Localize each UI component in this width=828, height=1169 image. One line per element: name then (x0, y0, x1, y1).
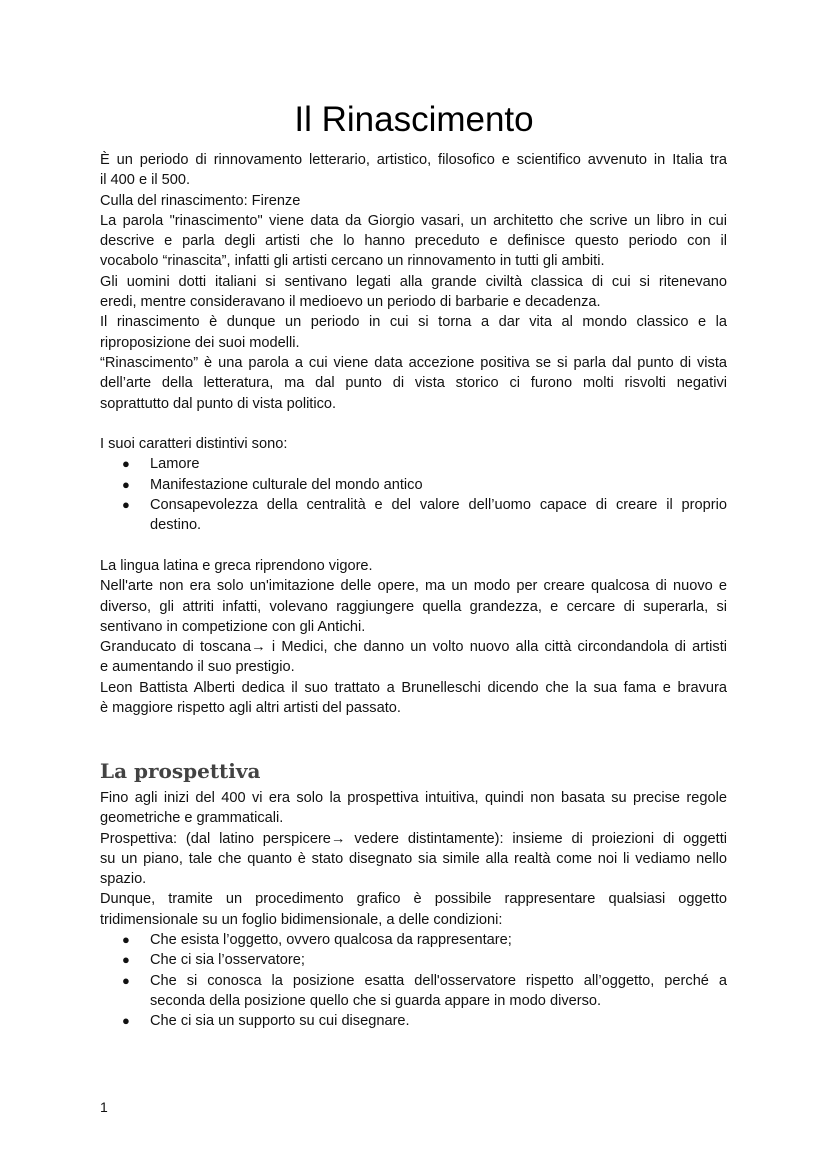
text-line: Che ci sia l’osservatore; (150, 952, 305, 969)
paragraph (100, 272, 727, 313)
text-line: riproposizione dei suoi modelli. (100, 334, 300, 351)
text-line: La lingua latina e greca riprendono vigore. (100, 557, 373, 574)
text-line: Il rinascimento è dunque un periodo in cui si torna a dar vita al mondo classico e la (100, 314, 727, 331)
bullet-icon: ● (122, 972, 130, 988)
text-line: Che si conosca la posizione esatta dell'osservatore rispetto all’oggetto, perché a (150, 972, 727, 989)
paragraph (100, 191, 727, 211)
page-number: 1 (100, 1099, 108, 1115)
paragraph (100, 556, 727, 576)
text-line: Fino agli inizi del 400 vi era solo la prospettiva intuitiva, quindi non basata su precise regole (100, 790, 727, 806)
text-line: destino. (150, 517, 202, 534)
text-line: La parola "rinascimento" viene data da Giorgio vasari, un architetto che scrive un libro in cui (100, 212, 727, 229)
bullet-icon: ● (122, 932, 130, 948)
text-line: Consapevolezza della centralità e del valore dell’uomo capace di creare il proprio (150, 497, 727, 514)
text-line: Che esista l’oggetto, ovvero qualcosa da rappresentare; (150, 932, 512, 949)
text-line: su un piano, tale che quanto è stato disegnato sia simile alla realtà come noi li vediamo nello (100, 850, 727, 867)
text-line: dell’arte della letteratura, ma dal punto di vista storico ci furono molti risvolti negativi (100, 375, 727, 392)
document-title: Il Rinascimento (294, 100, 534, 139)
section-heading: La prospettiva (100, 759, 261, 783)
list-item (100, 1011, 727, 1031)
list-item (100, 495, 727, 536)
text-line: soprattutto dal punto di vista politico. (100, 395, 337, 412)
section-perspective (100, 757, 727, 1032)
text-line: spazio. (100, 871, 147, 888)
list-item (100, 950, 727, 970)
text-line: tridimensionale su un foglio bidimensionale, a delle condizioni: (100, 911, 503, 928)
paragraph (100, 889, 727, 930)
text-line: È un periodo di rinnovamento letterario, artistico, filosofico e scientifico avvenuto in Italia tra (100, 152, 727, 168)
text-line: sentivano in competizione con gli Antichi. (100, 618, 366, 635)
text-line: eredi, mentre consideravano il medioevo un periodo di barbarie e decadenza. (100, 294, 601, 311)
bullet-icon: ● (122, 952, 130, 968)
text-line: vocabolo “rinascita”, infatti gli artisti cercano un rinnovamento in tutti gli ambiti. (100, 253, 605, 270)
paragraph (100, 637, 727, 678)
text-line: è maggiore rispetto agli altri artisti del passato. (100, 700, 401, 717)
paragraph (100, 829, 727, 890)
paragraph (100, 312, 727, 353)
text-line: diverso, gli attriti infatti, volevano raggiungere quella grandezza, e cercare di superarla, si (100, 598, 727, 615)
text-line: il 400 e il 500. (100, 172, 191, 189)
paragraph (100, 150, 727, 191)
text-line: e aumentando il suo prestigio. (100, 659, 295, 676)
list-item (100, 971, 727, 1012)
bullet-icon: ● (122, 1013, 130, 1029)
list-item (100, 930, 727, 950)
paragraph (100, 211, 727, 272)
text-line: Che ci sia un supporto su cui disegnare. (150, 1013, 410, 1030)
text-line: Gli uomini dotti italiani si sentivano legati alla grande civiltà classica di cui si ritenevano (100, 273, 727, 290)
text-line: Leon Battista Alberti dedica il suo trattato a Brunelleschi dicendo che la sua fama e bravura (100, 679, 727, 696)
text-line: Manifestazione culturale del mondo antico (150, 476, 423, 493)
text-line: Dunque, tramite un procedimento grafico è possibile rappresentare qualsiasi oggetto (100, 891, 727, 908)
text-line: Prospettiva: (dal latino perspicere→ vedere distintamente): insieme di proiezioni di oggetti (100, 830, 727, 847)
list-intro: I suoi caratteri distintivi sono: (100, 436, 288, 453)
text-line: Culla del rinascimento: Firenze (100, 192, 301, 209)
section-renaissance-body (100, 150, 727, 718)
text-line: Lamore (150, 456, 200, 473)
bullet-icon: ● (122, 497, 130, 513)
list-item (100, 454, 727, 474)
text-line: Granducato di toscana→ i Medici, che danno un volto nuovo alla città circondandola di artisti (100, 639, 727, 656)
bullet-icon: ● (122, 456, 130, 472)
bullet-icon: ● (122, 476, 130, 492)
text-line: seconda della posizione quello che si guarda appare in modo diverso. (150, 992, 602, 1009)
list-item (100, 475, 727, 495)
text-line: “Rinascimento” è una parola a cui viene data accezione positiva se si parla dal punto di vista (100, 354, 727, 371)
paragraph (100, 576, 727, 637)
paragraph (100, 678, 727, 719)
paragraph (100, 353, 727, 414)
text-line: descrive e parla degli artisti che lo hanno preceduto e definisce questo periodo con il (100, 233, 727, 250)
text-line: Nell'arte non era solo un'imitazione delle opere, ma un modo per creare qualcosa di nuovo e (100, 578, 727, 595)
paragraph (100, 788, 727, 829)
text-line: geometriche e grammaticali. (100, 810, 284, 827)
